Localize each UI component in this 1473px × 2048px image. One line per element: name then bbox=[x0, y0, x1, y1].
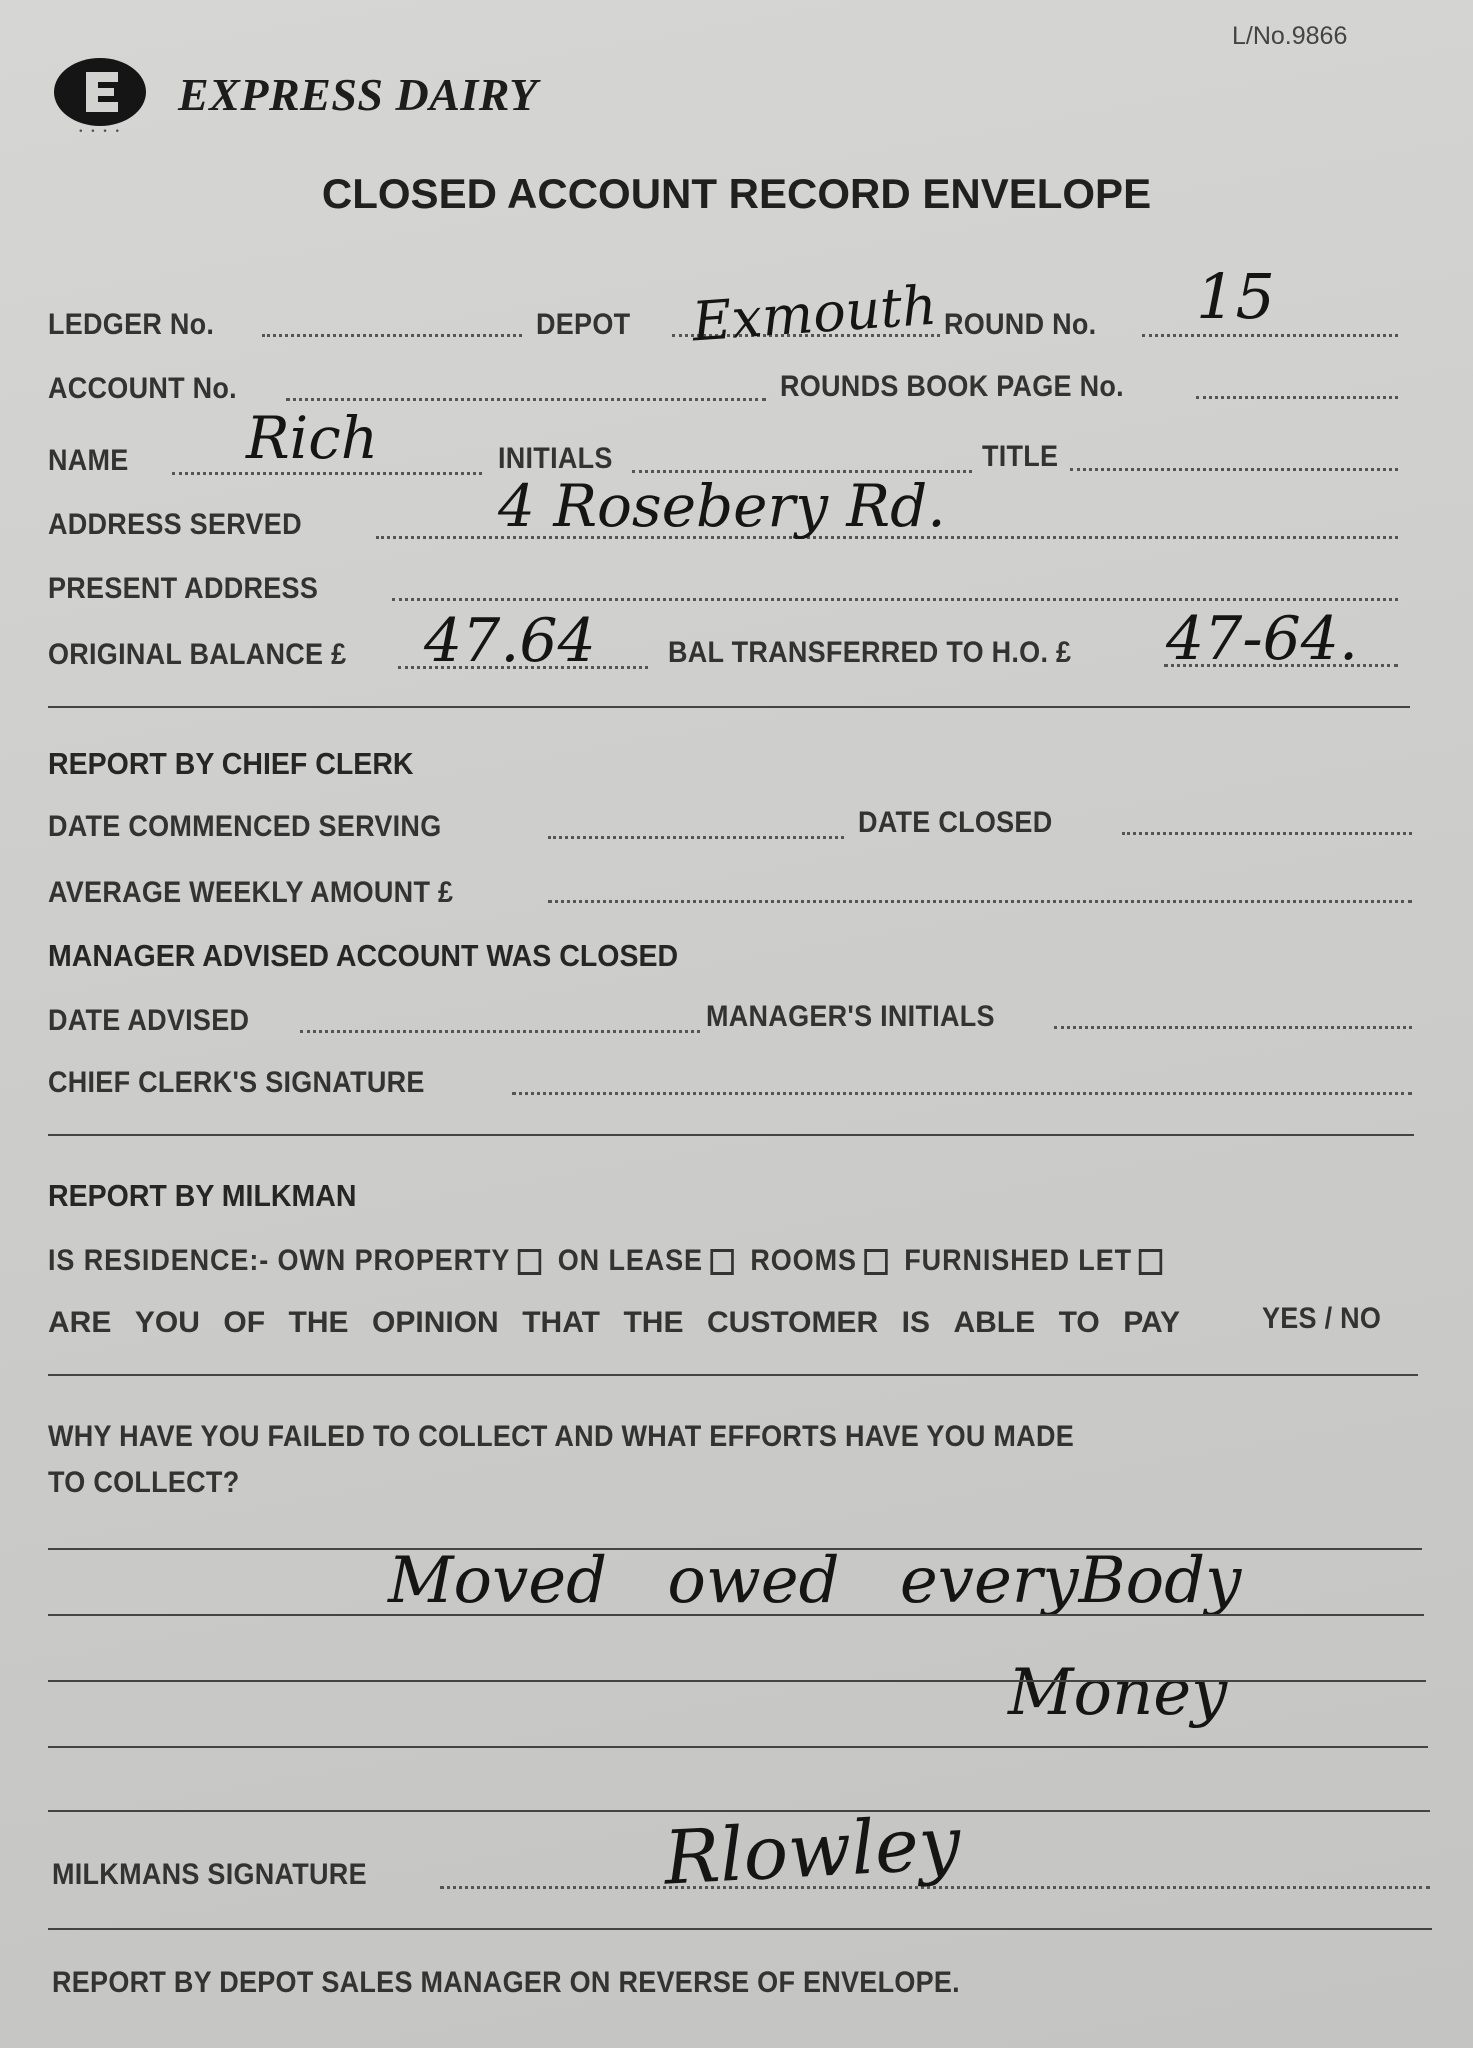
bal-transferred-label: BAL TRANSFERRED TO H.O. £ bbox=[668, 636, 1072, 669]
round-no-label: ROUND No. bbox=[944, 308, 1097, 341]
pay-question-word: THE bbox=[623, 1306, 684, 1339]
residence-row bbox=[48, 1244, 1163, 1278]
pay-question-word: IS bbox=[901, 1306, 930, 1339]
pay-question-word: ARE bbox=[48, 1306, 112, 1339]
on-lease-label: ON LEASE bbox=[557, 1244, 703, 1277]
on-lease-checkbox[interactable] bbox=[710, 1249, 733, 1275]
pay-question-word: OF bbox=[223, 1306, 266, 1339]
account-no-field[interactable] bbox=[286, 398, 766, 401]
pay-question-word: PAY bbox=[1123, 1306, 1180, 1339]
pay-question-word: OPINION bbox=[372, 1306, 499, 1339]
answer-line[interactable] bbox=[48, 1614, 1424, 1616]
chief-clerk-signature-label: CHIEF CLERK'S SIGNATURE bbox=[48, 1066, 425, 1099]
depot-value: Exmouth bbox=[690, 273, 939, 354]
furnished-let-checkbox[interactable] bbox=[1139, 1249, 1162, 1275]
name-label: NAME bbox=[48, 444, 129, 477]
address-served-value: 4 Rosebery Rd. bbox=[498, 472, 946, 540]
managers-initials-label: MANAGER'S INITIALS bbox=[706, 1000, 995, 1033]
answer-text-line1: Moved owed everyBody bbox=[388, 1544, 1242, 1618]
form-number: L/No.9866 bbox=[1232, 22, 1348, 50]
chief-clerk-heading: REPORT BY CHIEF CLERK bbox=[48, 746, 414, 781]
pay-question-word: CUSTOMER bbox=[706, 1306, 879, 1339]
milkman-signature-label: MILKMANS SIGNATURE bbox=[52, 1858, 367, 1891]
answer-text-line2: Money bbox=[1008, 1656, 1228, 1730]
form-title: CLOSED ACCOUNT RECORD ENVELOPE bbox=[321, 170, 1152, 217]
title-field[interactable] bbox=[1070, 468, 1398, 471]
pay-question-word: THE bbox=[288, 1306, 349, 1339]
date-advised-field[interactable] bbox=[300, 1030, 700, 1033]
why-question-line2: TO COLLECT? bbox=[48, 1466, 240, 1499]
section-divider bbox=[48, 706, 1410, 708]
furnished-let-label: FURNISHED LET bbox=[904, 1244, 1132, 1277]
rooms-label: ROOMS bbox=[750, 1244, 857, 1277]
average-weekly-field[interactable] bbox=[548, 900, 1412, 903]
original-balance-label: ORIGINAL BALANCE £ bbox=[48, 638, 347, 671]
date-closed-label: DATE CLOSED bbox=[858, 806, 1053, 839]
address-served-label: ADDRESS SERVED bbox=[48, 508, 302, 541]
initials-label: INITIALS bbox=[498, 442, 613, 475]
milkman-signature: Rlowley bbox=[661, 1800, 963, 1902]
brand-name: EXPRESS DAIRY bbox=[178, 69, 538, 120]
name-value: Rich bbox=[246, 404, 379, 472]
title-label: TITLE bbox=[982, 440, 1059, 473]
svg-text:• • • •: • • • • bbox=[78, 127, 122, 136]
depot-label: DEPOT bbox=[536, 308, 631, 341]
present-address-field[interactable] bbox=[392, 598, 1398, 601]
date-advised-label: DATE ADVISED bbox=[48, 1004, 250, 1037]
average-weekly-label: AVERAGE WEEKLY AMOUNT £ bbox=[48, 876, 454, 909]
answer-line[interactable] bbox=[48, 1680, 1426, 1682]
original-balance-value: 47.64 bbox=[424, 606, 596, 676]
footer-note: REPORT BY DEPOT SALES MANAGER ON REVERSE OF ENVELOPE. bbox=[52, 1966, 960, 1999]
pay-question-word: TO bbox=[1058, 1306, 1100, 1339]
rounds-book-page-label: ROUNDS BOOK PAGE No. bbox=[780, 370, 1124, 403]
yes-no-option[interactable]: YES / NO bbox=[1262, 1302, 1382, 1335]
round-no-value: 15 bbox=[1196, 260, 1275, 333]
name-field[interactable] bbox=[172, 472, 482, 475]
section-divider bbox=[48, 1374, 1418, 1376]
ledger-no-label: LEDGER No. bbox=[48, 308, 215, 341]
round-no-field[interactable] bbox=[1142, 334, 1398, 337]
rooms-checkbox[interactable] bbox=[864, 1249, 887, 1275]
pay-question-word: YOU bbox=[134, 1306, 200, 1339]
manager-advised-heading: MANAGER ADVISED ACCOUNT WAS CLOSED bbox=[48, 938, 679, 973]
answer-line[interactable] bbox=[48, 1746, 1428, 1748]
pay-question-word: ABLE bbox=[953, 1306, 1036, 1339]
present-address-label: PRESENT ADDRESS bbox=[48, 572, 319, 605]
date-closed-field[interactable] bbox=[1122, 832, 1412, 835]
account-no-label: ACCOUNT No. bbox=[48, 372, 237, 405]
residence-prefix: IS RESIDENCE:- OWN PROPERTY bbox=[48, 1244, 511, 1277]
section-divider bbox=[48, 1928, 1432, 1930]
milkman-heading: REPORT BY MILKMAN bbox=[48, 1178, 357, 1213]
pay-question bbox=[48, 1306, 1180, 1340]
pay-question-word: THAT bbox=[522, 1306, 600, 1339]
rounds-book-page-field[interactable] bbox=[1196, 396, 1398, 399]
why-question-line1: WHY HAVE YOU FAILED TO COLLECT AND WHAT EFFORTS HAVE YOU MADE bbox=[48, 1420, 1075, 1453]
express-dairy-logo bbox=[52, 56, 148, 136]
own-property-checkbox[interactable] bbox=[518, 1249, 541, 1275]
bal-transferred-value: 47-64. bbox=[1166, 604, 1359, 674]
date-commenced-field[interactable] bbox=[548, 836, 844, 839]
ledger-no-field[interactable] bbox=[262, 334, 522, 337]
section-divider bbox=[48, 1134, 1414, 1136]
chief-clerk-signature-field[interactable] bbox=[512, 1092, 1412, 1095]
date-commenced-label: DATE COMMENCED SERVING bbox=[48, 810, 442, 843]
managers-initials-field[interactable] bbox=[1054, 1026, 1412, 1029]
